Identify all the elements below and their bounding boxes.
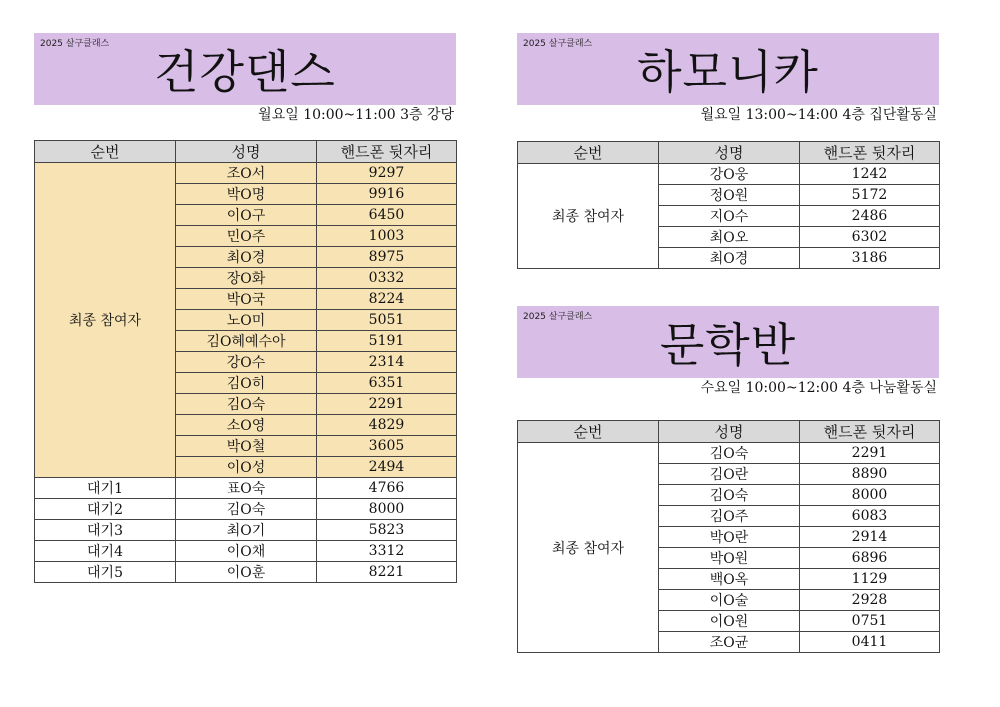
dance-title: 건강댄스 bbox=[154, 45, 336, 99]
name-cell: 박O명 bbox=[176, 184, 317, 205]
literature-banner bbox=[517, 306, 939, 378]
phone-cell: 6351 bbox=[317, 373, 457, 394]
col-header-name: 성명 bbox=[659, 142, 800, 164]
name-cell: 최O경 bbox=[176, 247, 317, 268]
phone-cell: 2928 bbox=[800, 590, 940, 611]
phone-cell: 3605 bbox=[317, 436, 457, 457]
table-row bbox=[35, 478, 457, 499]
name-cell: 박O철 bbox=[176, 436, 317, 457]
literature-title: 문학반 bbox=[659, 318, 797, 372]
name-cell: 장O화 bbox=[176, 268, 317, 289]
phone-cell: 5823 bbox=[317, 520, 457, 541]
name-cell: 김O숙 bbox=[659, 485, 800, 506]
col-header-order: 순번 bbox=[518, 142, 659, 164]
col-header-phone: 핸드폰 뒷자리 bbox=[800, 421, 940, 443]
name-cell: 이O술 bbox=[659, 590, 800, 611]
phone-cell: 5172 bbox=[800, 185, 940, 206]
name-cell: 표O숙 bbox=[176, 478, 317, 499]
col-header-phone: 핸드폰 뒷자리 bbox=[800, 142, 940, 164]
phone-cell: 6896 bbox=[800, 548, 940, 569]
phone-cell: 2314 bbox=[317, 352, 457, 373]
table-header-row bbox=[518, 142, 940, 164]
table-row bbox=[35, 499, 457, 520]
col-header-phone: 핸드폰 뒷자리 bbox=[317, 141, 457, 163]
table-row bbox=[35, 541, 457, 562]
phone-cell: 8224 bbox=[317, 289, 457, 310]
phone-cell: 3312 bbox=[317, 541, 457, 562]
name-cell: 김O숙 bbox=[176, 394, 317, 415]
dance-schedule: 월요일 10:00~11:00 3층 강당 bbox=[258, 107, 454, 123]
group-label-cell: 최종 참여자 bbox=[518, 443, 659, 653]
name-cell: 김O히 bbox=[176, 373, 317, 394]
phone-cell: 1003 bbox=[317, 226, 457, 247]
year-label: 2025 살구클래스 bbox=[523, 39, 593, 49]
harmonica-schedule: 월요일 13:00~14:00 4층 집단활동실 bbox=[700, 107, 937, 123]
literature-section bbox=[517, 306, 939, 653]
table-header-row bbox=[35, 141, 457, 163]
phone-cell: 2486 bbox=[800, 206, 940, 227]
waitlist-label-cell: 대기3 bbox=[35, 520, 176, 541]
name-cell: 김O숙 bbox=[659, 443, 800, 464]
phone-cell: 2914 bbox=[800, 527, 940, 548]
phone-cell: 4766 bbox=[317, 478, 457, 499]
waitlist-label-cell: 대기1 bbox=[35, 478, 176, 499]
table-row bbox=[35, 520, 457, 541]
name-cell: 이O채 bbox=[176, 541, 317, 562]
harmonica-table-body bbox=[518, 164, 940, 269]
name-cell: 노O미 bbox=[176, 310, 317, 331]
harmonica-table bbox=[517, 141, 940, 269]
phone-cell: 8975 bbox=[317, 247, 457, 268]
phone-cell: 5191 bbox=[317, 331, 457, 352]
phone-cell: 8221 bbox=[317, 562, 457, 583]
name-cell: 지O수 bbox=[659, 206, 800, 227]
name-cell: 정O원 bbox=[659, 185, 800, 206]
name-cell: 최O기 bbox=[176, 520, 317, 541]
phone-cell: 8000 bbox=[800, 485, 940, 506]
literature-table-body bbox=[518, 443, 940, 653]
phone-cell: 0751 bbox=[800, 611, 940, 632]
name-cell: 김O주 bbox=[659, 506, 800, 527]
name-cell: 김O란 bbox=[659, 464, 800, 485]
phone-cell: 6302 bbox=[800, 227, 940, 248]
year-label: 2025 살구클래스 bbox=[40, 39, 110, 49]
col-header-name: 성명 bbox=[659, 421, 800, 443]
group-label-cell: 최종 참여자 bbox=[518, 164, 659, 269]
table-row bbox=[35, 163, 457, 184]
name-cell: 김O숙 bbox=[176, 499, 317, 520]
phone-cell: 9297 bbox=[317, 163, 457, 184]
phone-cell: 5051 bbox=[317, 310, 457, 331]
table-row bbox=[35, 562, 457, 583]
name-cell: 최O오 bbox=[659, 227, 800, 248]
name-cell: 이O구 bbox=[176, 205, 317, 226]
name-cell: 최O경 bbox=[659, 248, 800, 269]
name-cell: 김O혜예수아 bbox=[176, 331, 317, 352]
harmonica-banner bbox=[517, 33, 939, 105]
table-header-row bbox=[518, 421, 940, 443]
group-label-cell: 최종 참여자 bbox=[35, 163, 176, 478]
phone-cell: 0332 bbox=[317, 268, 457, 289]
phone-cell: 9916 bbox=[317, 184, 457, 205]
name-cell: 소O영 bbox=[176, 415, 317, 436]
dance-table bbox=[34, 140, 457, 583]
col-header-order: 순번 bbox=[35, 141, 176, 163]
phone-cell: 6450 bbox=[317, 205, 457, 226]
table-row bbox=[518, 443, 940, 464]
waitlist-label-cell: 대기4 bbox=[35, 541, 176, 562]
name-cell: 민O주 bbox=[176, 226, 317, 247]
name-cell: 강O수 bbox=[176, 352, 317, 373]
name-cell: 박O원 bbox=[659, 548, 800, 569]
phone-cell: 6083 bbox=[800, 506, 940, 527]
table-row bbox=[518, 164, 940, 185]
phone-cell: 2291 bbox=[800, 443, 940, 464]
name-cell: 백O옥 bbox=[659, 569, 800, 590]
col-header-name: 성명 bbox=[176, 141, 317, 163]
phone-cell: 2291 bbox=[317, 394, 457, 415]
harmonica-section bbox=[517, 33, 939, 269]
waitlist-label-cell: 대기5 bbox=[35, 562, 176, 583]
phone-cell: 8890 bbox=[800, 464, 940, 485]
name-cell: 박O란 bbox=[659, 527, 800, 548]
phone-cell: 8000 bbox=[317, 499, 457, 520]
name-cell: 강O웅 bbox=[659, 164, 800, 185]
phone-cell: 4829 bbox=[317, 415, 457, 436]
dance-section bbox=[34, 33, 456, 583]
phone-cell: 1129 bbox=[800, 569, 940, 590]
waitlist-label-cell: 대기2 bbox=[35, 499, 176, 520]
name-cell: 조O균 bbox=[659, 632, 800, 653]
dance-table-body bbox=[35, 163, 457, 583]
phone-cell: 2494 bbox=[317, 457, 457, 478]
harmonica-title: 하모니카 bbox=[637, 45, 819, 99]
col-header-order: 순번 bbox=[518, 421, 659, 443]
name-cell: 이O성 bbox=[176, 457, 317, 478]
name-cell: 박O국 bbox=[176, 289, 317, 310]
phone-cell: 0411 bbox=[800, 632, 940, 653]
phone-cell: 3186 bbox=[800, 248, 940, 269]
literature-table bbox=[517, 420, 940, 653]
dance-banner bbox=[34, 33, 456, 105]
literature-schedule: 수요일 10:00~12:00 4층 나눔활동실 bbox=[700, 380, 937, 396]
name-cell: 조O서 bbox=[176, 163, 317, 184]
year-label: 2025 살구클래스 bbox=[523, 312, 593, 322]
name-cell: 이O원 bbox=[659, 611, 800, 632]
name-cell: 이O훈 bbox=[176, 562, 317, 583]
phone-cell: 1242 bbox=[800, 164, 940, 185]
